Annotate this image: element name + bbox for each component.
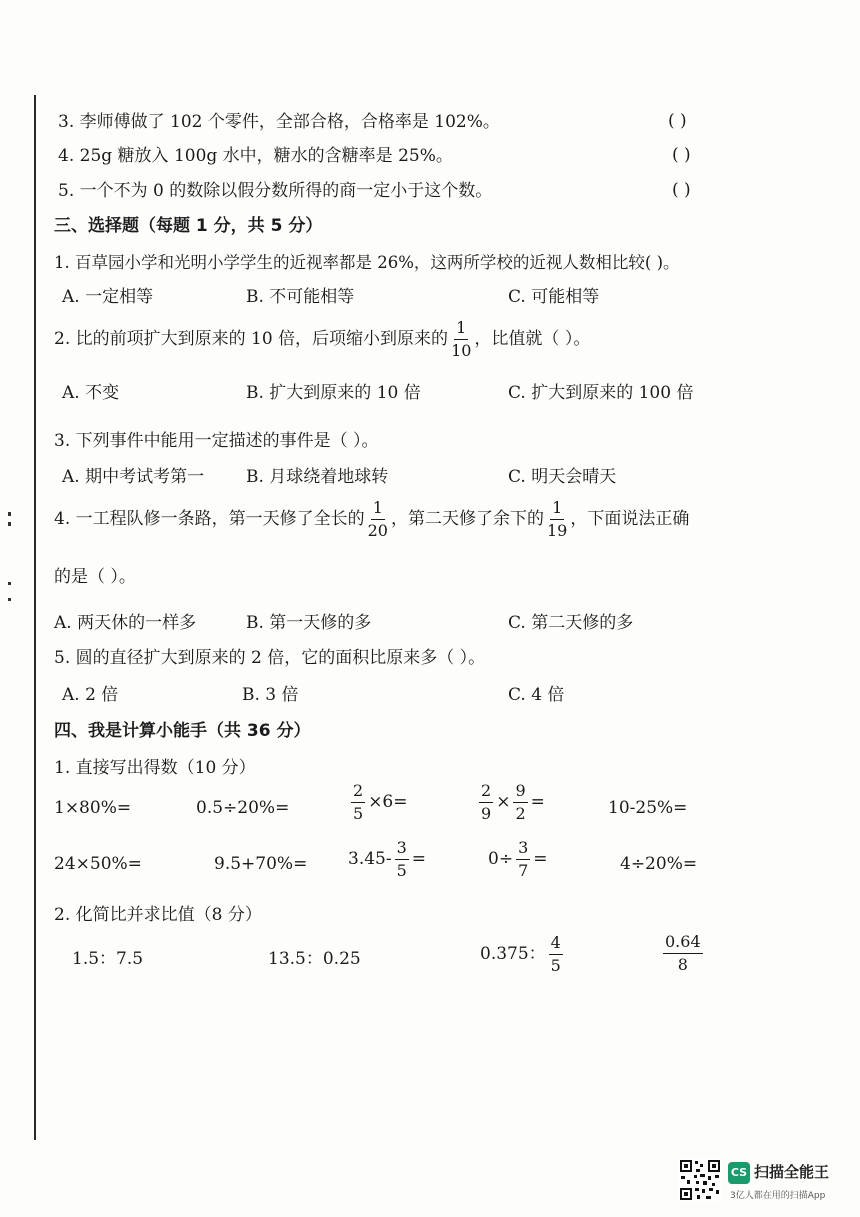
ratio-e3: 0.375： $\frac{4}{5}$: [480, 933, 561, 975]
fraction: $\frac{4}{5}$: [550, 933, 561, 975]
calc-r2-e2: 9.5+70%=: [214, 854, 308, 874]
judgement-q4-blank[interactable]: ( ): [672, 145, 691, 165]
choice-q3-option-b: B. 月球绕着地球转: [246, 467, 389, 487]
choice-q2-pre: 2. 比的前项扩大到原来的 10 倍，后项缩小到原来的: [54, 329, 449, 349]
fraction: $\frac{3}{5}$: [396, 838, 407, 880]
choice-q3-option-c: C. 明天会晴天: [508, 467, 617, 487]
choice-q2-option-a: A. 不变: [62, 383, 120, 403]
camscanner-logo: CS: [728, 1162, 750, 1184]
binding-mark: [8, 582, 11, 585]
fraction: $\frac{2}{9}$: [481, 781, 492, 823]
choice-q1-option-c: C. 可能相等: [508, 287, 600, 307]
fraction: $\frac{0.64}{8}$: [665, 932, 701, 974]
section4-sub2: 2. 化简比并求比值（8 分）: [54, 905, 262, 925]
camscanner-name: 扫描全能王: [754, 1163, 830, 1181]
judgement-q5-blank[interactable]: ( ): [672, 180, 691, 200]
binding-mark: [8, 598, 11, 601]
choice-q1: 1. 百草园小学和光明小学学生的近视率都是 26%，这两所学校的近视人数相比较( )。: [54, 253, 680, 272]
judgement-q4: 4. 25g 糖放入 100g 水中，糖水的含糖率是 25%。: [58, 146, 453, 166]
calc-r2-e1: 24×50%=: [54, 854, 142, 874]
choice-q5-option-b: B. 3 倍: [242, 685, 299, 705]
ratio-e2: 13.5：0.25: [268, 949, 361, 969]
choice-q4-line2: 的是（ ）。: [54, 567, 136, 587]
camscanner-slogan: 3亿人都在用的扫描App: [730, 1191, 826, 1201]
choice-q1-option-a: A. 一定相等: [62, 287, 154, 307]
choice-q5: 5. 圆的直径扩大到原来的 2 倍，它的面积比原来多（ ）。: [54, 648, 486, 668]
choice-q3-option-a: A. 期中考试考第一: [62, 467, 205, 487]
fraction: $\frac{1}{10}$: [451, 318, 472, 360]
choice-q2-option-c: C. 扩大到原来的 100 倍: [508, 383, 694, 403]
fraction: $\frac{2}{5}$: [353, 781, 364, 823]
fraction: $\frac{1}{19}$: [546, 498, 568, 540]
calc-r1-e3: $\frac{2}{5}$ ×6=: [353, 781, 408, 823]
section3-title: 三、选择题（每题 1 分，共 5 分）: [54, 216, 323, 236]
calc-r1-e2: 0.5÷20%=: [196, 798, 290, 818]
choice-q1-option-b: B. 不可能相等: [246, 287, 355, 307]
ratio-e1: 1.5：7.5: [72, 949, 144, 969]
calc-r2-e5: 4÷20%=: [620, 854, 698, 874]
choice-q3: 3. 下列事件中能用一定描述的事件是（ ）。: [54, 431, 379, 451]
section4-sub1: 1. 直接写出得数（10 分）: [54, 758, 256, 778]
calc-r1-e1: 1×80%=: [54, 798, 132, 818]
scanner-watermark: [678, 1158, 848, 1210]
section4-title: 四、我是计算小能手（共 36 分）: [54, 721, 311, 741]
choice-q4-option-b: B. 第一天修的多: [246, 613, 372, 633]
choice-q2-option-b: B. 扩大到原来的 10 倍: [246, 383, 421, 403]
fraction: $\frac{3}{7}$: [518, 838, 529, 880]
choice-q2-post: ，比值就（ ）。: [474, 329, 591, 349]
choice-q5-option-a: A. 2 倍: [62, 685, 119, 705]
binding-mark: [8, 512, 11, 516]
calc-r1-e4: $\frac{2}{9}$ × $\frac{9}{2}$ =: [481, 781, 545, 823]
choice-q5-option-c: C. 4 倍: [508, 685, 565, 705]
choice-q4: 4. 一工程队修一条路，第一天修了全长的 $\frac{1}{20}$ ，第二天修了余下的 $\frac{1}{19}$ ，下面说法正确: [54, 498, 690, 540]
judgement-q3-blank[interactable]: ( ): [668, 111, 687, 131]
judgement-q3: 3. 李师傅做了 102 个零件，全部合格，合格率是 102%。: [58, 112, 500, 132]
ratio-e4: [660, 934, 706, 973]
choice-q4-option-a: A. 两天休的一样多: [54, 613, 197, 633]
fraction: $\frac{1}{20}$: [367, 498, 388, 540]
binding-mark: [8, 522, 11, 526]
choice-q2: [54, 320, 590, 359]
fraction: $\frac{9}{2}$: [515, 781, 526, 823]
calc-r1-e5: 10-25%=: [608, 798, 688, 818]
choice-q4-option-c: C. 第二天修的多: [508, 613, 634, 633]
calc-r2-e3: 3.45- $\frac{3}{5}$ =: [348, 838, 427, 880]
judgement-q5: 5. 一个不为 0 的数除以假分数所得的商一定小于这个数。: [58, 181, 493, 201]
calc-r2-e4: 0÷ $\frac{3}{7}$ =: [488, 838, 548, 880]
margin-line: [34, 95, 36, 1140]
qr-code-icon: [678, 1158, 722, 1202]
